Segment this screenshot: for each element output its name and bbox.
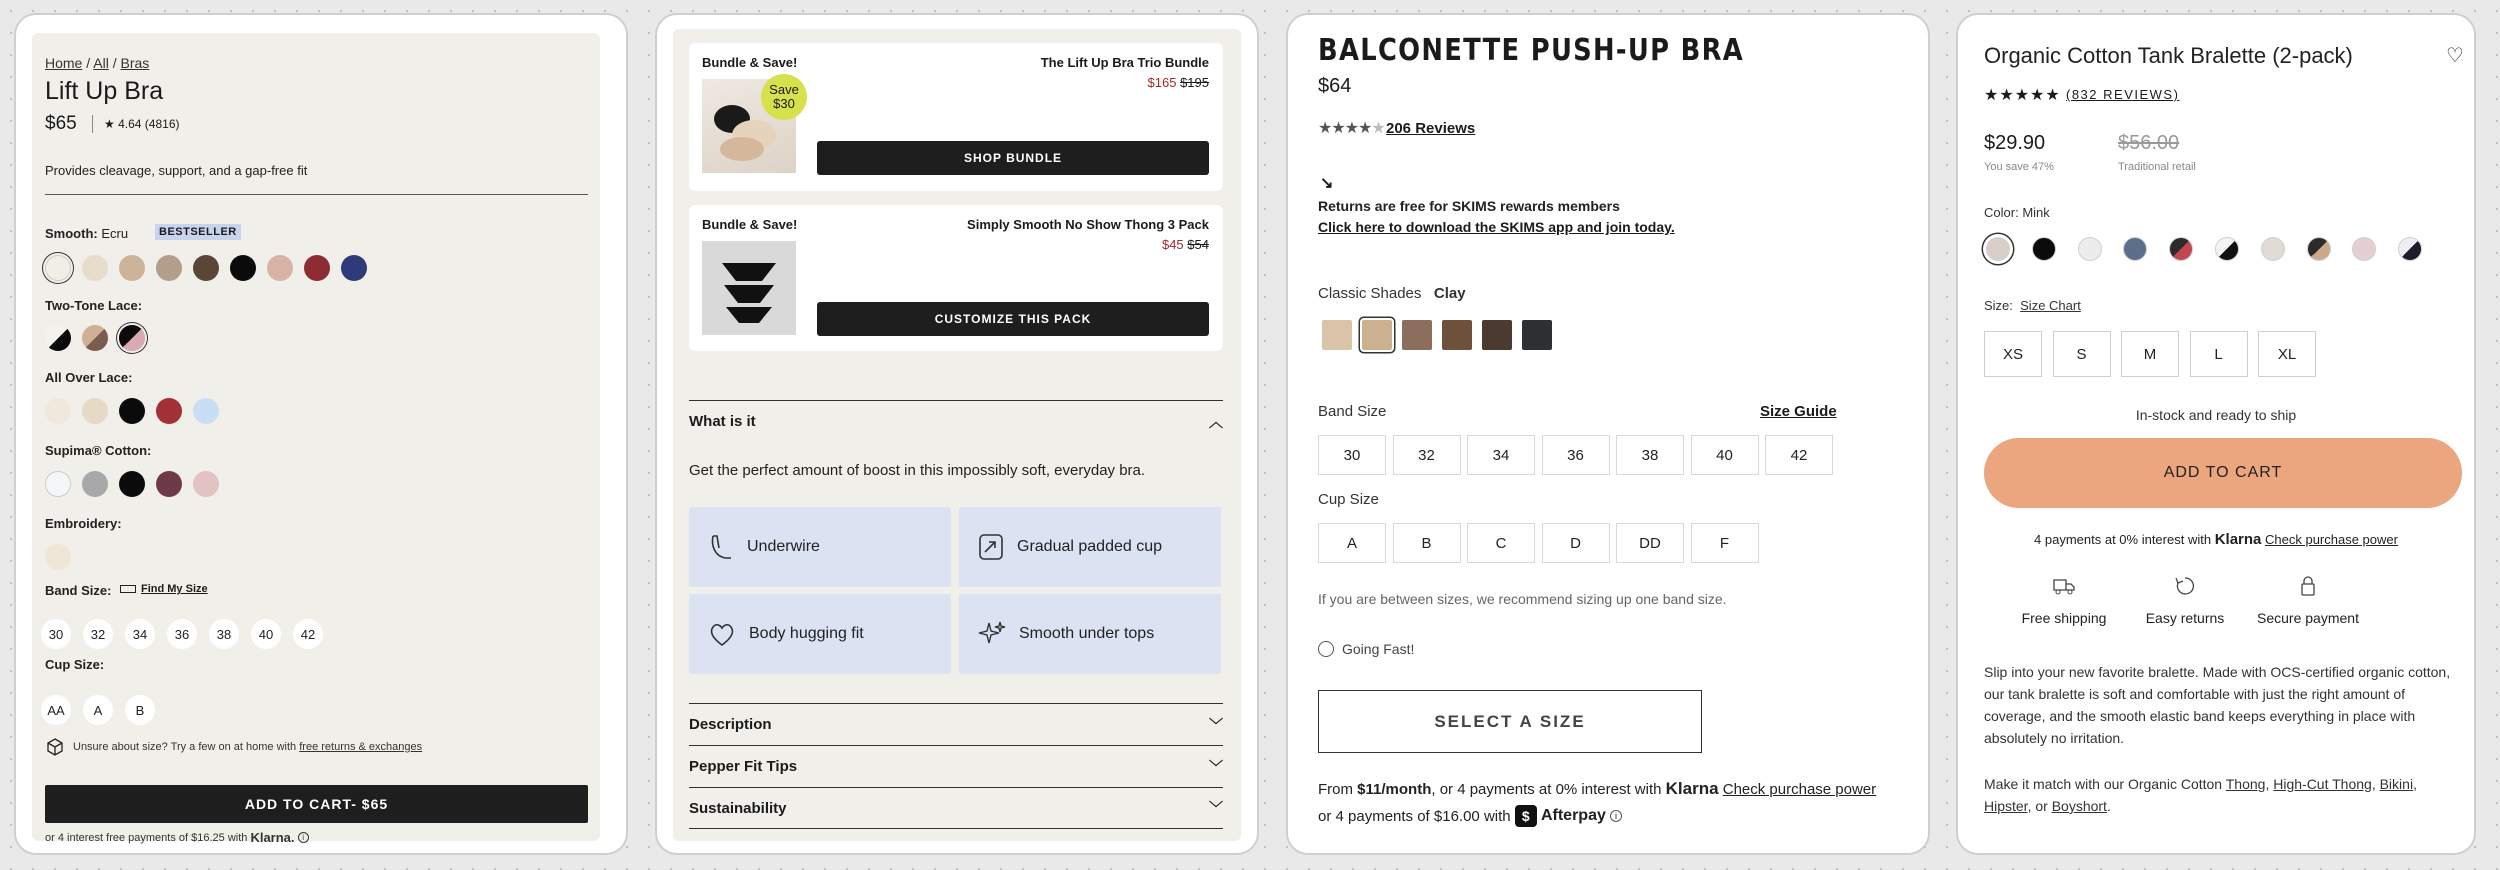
info-icon[interactable]: i [1610,810,1622,822]
size-option[interactable]: XS [1984,331,2042,377]
rating-text: 4.64 (4816) [118,117,180,131]
customize-pack-button[interactable]: CUSTOMIZE THIS PACK [817,302,1209,336]
cup-size-option[interactable]: F [1691,523,1759,563]
breadcrumb: Home / All / Bras [45,55,150,71]
shade-swatch[interactable] [1362,320,1392,350]
download-app-link[interactable] [1318,219,1675,235]
size-guide-text: Size Guide [1760,403,1837,420]
smooth-swatch[interactable] [45,255,71,281]
add-to-cart-button[interactable]: ADD TO CART- $65 [45,785,588,823]
size-option[interactable]: L [2190,331,2248,377]
band-size-label: Band Size: [45,583,112,598]
band-size-option[interactable]: 32 [1393,435,1461,475]
klarna-note [45,830,309,845]
feature-label: Smooth under tops [1019,625,1155,642]
shades-label [1318,285,1466,302]
feature-label: Gradual padded cup [1017,538,1162,555]
all-over-lace-swatch[interactable] [193,398,219,424]
color-swatch[interactable] [2169,237,2193,261]
price: $65 [45,113,77,134]
bundle-old-price: $195 [1180,75,1209,90]
klarna-amount: $11/month [1357,780,1432,798]
smooth-value: Ecru [101,226,129,241]
smooth-swatch[interactable] [341,255,367,281]
star-icon: ★★★★ [1318,120,1372,137]
hipster-link[interactable]: Hipster [1984,798,2028,814]
add-to-cart-button[interactable]: ADD TO CART [1984,438,2462,508]
klarna-logo: Klarna. [250,830,295,845]
download-app-text: Click here to download the SKIMS app and join today. [1318,219,1675,235]
cup-size-label: Cup Size [1318,491,1379,508]
reviews-link[interactable] [1386,120,1475,137]
stopwatch-icon [1318,641,1334,657]
page-title: Organic Cotton Tank Bralette (2-pack) [1984,43,2353,68]
color-swatch[interactable] [2398,237,2422,261]
bundle-offer-1 [689,43,1223,191]
balconette-card [1286,13,1930,855]
info-icon[interactable]: i [298,832,309,843]
divider [92,115,93,133]
bundle-price [1148,75,1209,90]
going-fast [1318,641,1414,657]
all-over-lace-label: All Over Lace: [45,370,133,385]
cup-size-option[interactable]: D [1542,523,1610,563]
old-price: $56.00 [2118,132,2180,154]
lock-icon [2296,575,2320,597]
color-swatch[interactable] [2123,237,2147,261]
bundle-tag: Bundle & Save! [702,55,798,70]
bundle-name: Simply Smooth No Show Thong 3 Pack [967,217,1209,232]
klarna-text: or 4 interest free payments of $16.25 with [45,831,248,844]
price: $64 [1318,75,1352,97]
sizing-note: If you are between sizes, we recommend sizing up one band size. [1318,591,1727,607]
shade-value: Clay [1433,285,1466,302]
klarna-logo: Klarna [1665,779,1719,798]
divider [45,194,588,195]
product-panel [32,33,600,845]
band-size-option[interactable]: 36 [167,619,197,649]
select-size-button[interactable]: SELECT A SIZE [1318,690,1702,753]
band-size-option[interactable]: 30 [41,619,71,649]
returns-note: Returns are free for SKIMS rewards members [1318,198,1620,214]
cup-size-label: Cup Size: [45,657,105,672]
color-swatch[interactable] [2307,237,2331,261]
shade-swatch[interactable] [1482,320,1512,350]
retail-label: Traditional retail [2118,161,2196,173]
returns-link[interactable]: free returns & exchanges [299,741,423,753]
save-badge: Save $30 [761,74,807,120]
star-icon: ★ [104,117,115,131]
swatch-two-tone-tan[interactable] [82,325,108,351]
bundle-offer-2 [689,205,1223,351]
stock-status: In-stock and ready to ship [2135,407,2297,423]
size-label-text: Size: [1984,298,2013,313]
smooth-label-text: Smooth: [45,226,98,241]
cup-size-option[interactable]: A [83,695,113,725]
cup-size-option[interactable]: C [1467,523,1535,563]
high-cut-thong-link[interactable]: High-Cut Thong [2273,776,2372,792]
unsure-note [45,737,422,757]
reviews-link[interactable] [2066,87,2179,102]
supima-swatch[interactable] [119,471,145,497]
breadcrumb-bras[interactable]: Bras [120,55,150,71]
supima-swatch[interactable] [82,471,108,497]
chevron-down-icon: ﹀ [1209,716,1223,733]
size-chart-link[interactable]: Size Chart [2020,298,2081,313]
color-swatch[interactable] [2032,237,2056,261]
cup-size-option[interactable]: B [125,695,155,725]
color-label-text: Color: [1984,205,2019,220]
match-note: Make it match with our Organic Cotton Thong, High-Cut Thong, Bikini, Hipster, or Boyshort. [1984,776,2417,814]
supima-label: Supima® Cotton: [45,443,152,458]
band-size-option[interactable]: 32 [83,619,113,649]
afterpay-icon: $ [1515,805,1537,827]
what-is-it-header[interactable] [689,400,1223,442]
find-my-size-link[interactable] [120,583,208,595]
reviews-text: (832 REVIEWS) [2066,87,2180,102]
lift-up-bra-card [14,13,628,855]
band-size-option[interactable]: 30 [1318,435,1386,475]
chevron-up-icon: ︿ [1209,413,1223,430]
thong-link[interactable]: Thong [2225,776,2266,792]
shades-label-text: Classic Shades [1318,285,1422,302]
truck-icon [2052,575,2076,597]
size-guide-link[interactable] [1760,403,1837,420]
color-value: Mink [2022,205,2050,220]
all-over-lace-swatch[interactable] [45,398,71,424]
bundle-price [1162,237,1209,252]
band-size-option[interactable]: 34 [1467,435,1535,475]
chevron-down-icon: ﹀ [1209,758,1223,775]
klarna-text: 4 payments at 0% interest with [2034,532,2212,547]
feature-label: Body hugging fit [749,625,864,642]
product-description: Slip into your new favorite bralette. Made with OCS-certified organic cotton, our tank bralette is soft and comfortable with just the right amount of coverage, and the smooth elastic band keeps everything in place with absolutely no irritation. [1984,664,2451,746]
size-option[interactable]: S [2053,331,2111,377]
find-my-size-text: Find My Size [141,583,208,595]
boyshort-link[interactable]: Boyshort [2051,798,2107,814]
bundle-tag: Bundle & Save! [702,217,798,232]
all-over-lace-swatch[interactable] [119,398,145,424]
half-star-icon: ★ [1371,120,1385,137]
smooth-swatch[interactable] [193,255,219,281]
supima-swatch[interactable] [156,471,182,497]
ruler-icon [120,585,136,593]
klarna-link[interactable]: Check purchase power [2265,532,2398,547]
match-text: Make it match with our Organic Cotton [1984,776,2223,792]
smooth-swatch[interactable] [82,255,108,281]
bundle-sale-price: $165 [1147,75,1177,90]
band-size-option[interactable]: 36 [1542,435,1610,475]
heart-hug-icon [707,619,737,649]
klarna-logo: Klarna [2214,531,2262,548]
cup-size-option[interactable]: A [1318,523,1386,563]
accordion-title: Sustainability [689,799,787,817]
what-is-it-title: What is it [689,413,756,430]
perk-label: Easy returns [2145,610,2225,626]
shade-swatch[interactable] [1522,320,1552,350]
band-size-option[interactable]: 38 [209,619,239,649]
bundle-name: The Lift Up Bra Trio Bundle [1040,55,1209,70]
size-option[interactable]: M [2121,331,2179,377]
band-size-option[interactable]: 38 [1616,435,1684,475]
feature-padded-cup [959,507,1221,587]
arrow-down-right-icon: ↘ [1320,175,1334,192]
bestseller-badge: BESTSELLER [155,224,241,240]
afterpay-logo: Afterpay [1540,807,1606,824]
embroidery-label: Embroidery: [45,516,122,531]
shade-swatch[interactable] [1442,320,1472,350]
accordion-pepper-fit-tips[interactable] [689,745,1223,787]
unsure-text: Unsure about size? Try a few on at home with [73,741,297,753]
color-swatch[interactable] [2078,237,2102,261]
color-swatch[interactable] [2215,237,2239,261]
feature-body-hugging [689,594,951,674]
reviews-text: 206 Reviews [1386,120,1476,137]
bikini-link[interactable]: Bikini [2379,776,2414,792]
band-size-option[interactable]: 40 [1691,435,1759,475]
cup-size-option[interactable]: AA [41,695,71,725]
product-description: Provides cleavage, support, and a gap-free fit [45,163,308,178]
accordion-sustainability[interactable] [689,787,1223,829]
feature-label: Underwire [747,538,820,555]
all-over-lace-swatch[interactable] [156,398,182,424]
savings: You save 47% [1984,161,2054,173]
color-swatch[interactable] [2352,237,2376,261]
cup-size-option[interactable]: DD [1616,523,1684,563]
shade-swatch[interactable] [1322,320,1352,350]
two-tone-label: Two-Tone Lace: [45,298,143,313]
return-arrow-icon [2173,575,2197,597]
swatch-two-tone-black[interactable] [45,325,71,351]
smooth-swatch[interactable] [230,255,256,281]
klarna-note [1318,779,1876,799]
smooth-label [45,226,128,241]
perk-free-shipping [2014,575,2114,626]
supima-swatch[interactable] [193,471,219,497]
smooth-swatch[interactable] [304,255,330,281]
color-swatch[interactable] [2261,237,2285,261]
supima-swatch[interactable] [45,471,71,497]
accordion-description[interactable] [689,703,1223,745]
heart-icon[interactable]: ♡ [2446,45,2464,67]
color-swatch[interactable] [1986,237,2010,261]
chevron-down-icon: ﹀ [1209,800,1223,816]
star-icon: ★★★★★ [1984,87,2061,104]
breadcrumb-all[interactable]: All [93,55,109,71]
rating-stars [1318,118,1385,138]
smooth-swatch[interactable] [156,255,182,281]
sparkle-icon [977,619,1007,649]
bundle-card [655,13,1259,855]
feature-underwire [689,507,951,587]
swatch-two-tone-pink[interactable] [119,325,145,351]
shade-swatch[interactable] [1402,320,1432,350]
perk-easy-returns [2130,575,2240,626]
klarna-mid: , or 4 payments at 0% interest with [1431,780,1662,798]
cup-size-option[interactable]: B [1393,523,1461,563]
bundle-panel [673,29,1241,841]
price: $29.90 [1984,132,2046,154]
klarna-pre: From [1318,780,1353,798]
perk-secure-payment [2248,575,2368,626]
perk-label: Secure payment [2257,610,2359,626]
bralette-card [1956,13,2476,855]
band-size-label: Band Size [1318,403,1387,420]
feature-smooth [959,594,1221,674]
box-icon [45,737,65,757]
band-size-option[interactable]: 42 [1765,435,1833,475]
accordion-title: Pepper Fit Tips [689,758,798,775]
bundle-image[interactable] [702,241,796,335]
rating-stars [1984,85,2061,105]
afterpay-note [1318,805,1622,827]
embroidery-swatch[interactable] [45,544,71,570]
afterpay-text: or 4 payments of $16.00 with [1318,807,1511,825]
band-size-option[interactable]: 42 [293,619,323,649]
color-label [1984,205,2050,220]
breadcrumb-home[interactable]: Home [45,55,83,71]
klarna-note [1958,531,2474,548]
smooth-swatch[interactable] [267,255,293,281]
band-size-option[interactable]: 34 [125,619,155,649]
accordion-title: Description [689,716,772,733]
underwire-icon [707,532,735,562]
what-is-it-text: Get the perfect amount of boost in this impossibly soft, everyday bra. [689,462,1146,479]
size-label [1984,298,2081,313]
padded-cup-icon [977,532,1005,562]
size-option[interactable]: XL [2258,331,2316,377]
perk-label: Free shipping [2021,610,2107,626]
smooth-swatch[interactable] [119,255,145,281]
klarna-link[interactable]: Check purchase power [1722,780,1877,798]
page-title: Lift Up Bra [45,77,164,105]
thong-pack-image [702,241,796,335]
shop-bundle-button[interactable]: SHOP BUNDLE [817,141,1209,175]
page-title: BALCONETTE PUSH-UP BRA [1318,33,1745,68]
bundle-sale-price: $45 [1161,237,1184,252]
going-fast-text: Going Fast! [1342,641,1415,657]
rating [104,117,180,131]
bundle-old-price: $54 [1187,237,1209,252]
all-over-lace-swatch[interactable] [82,398,108,424]
band-size-option[interactable]: 40 [251,619,281,649]
